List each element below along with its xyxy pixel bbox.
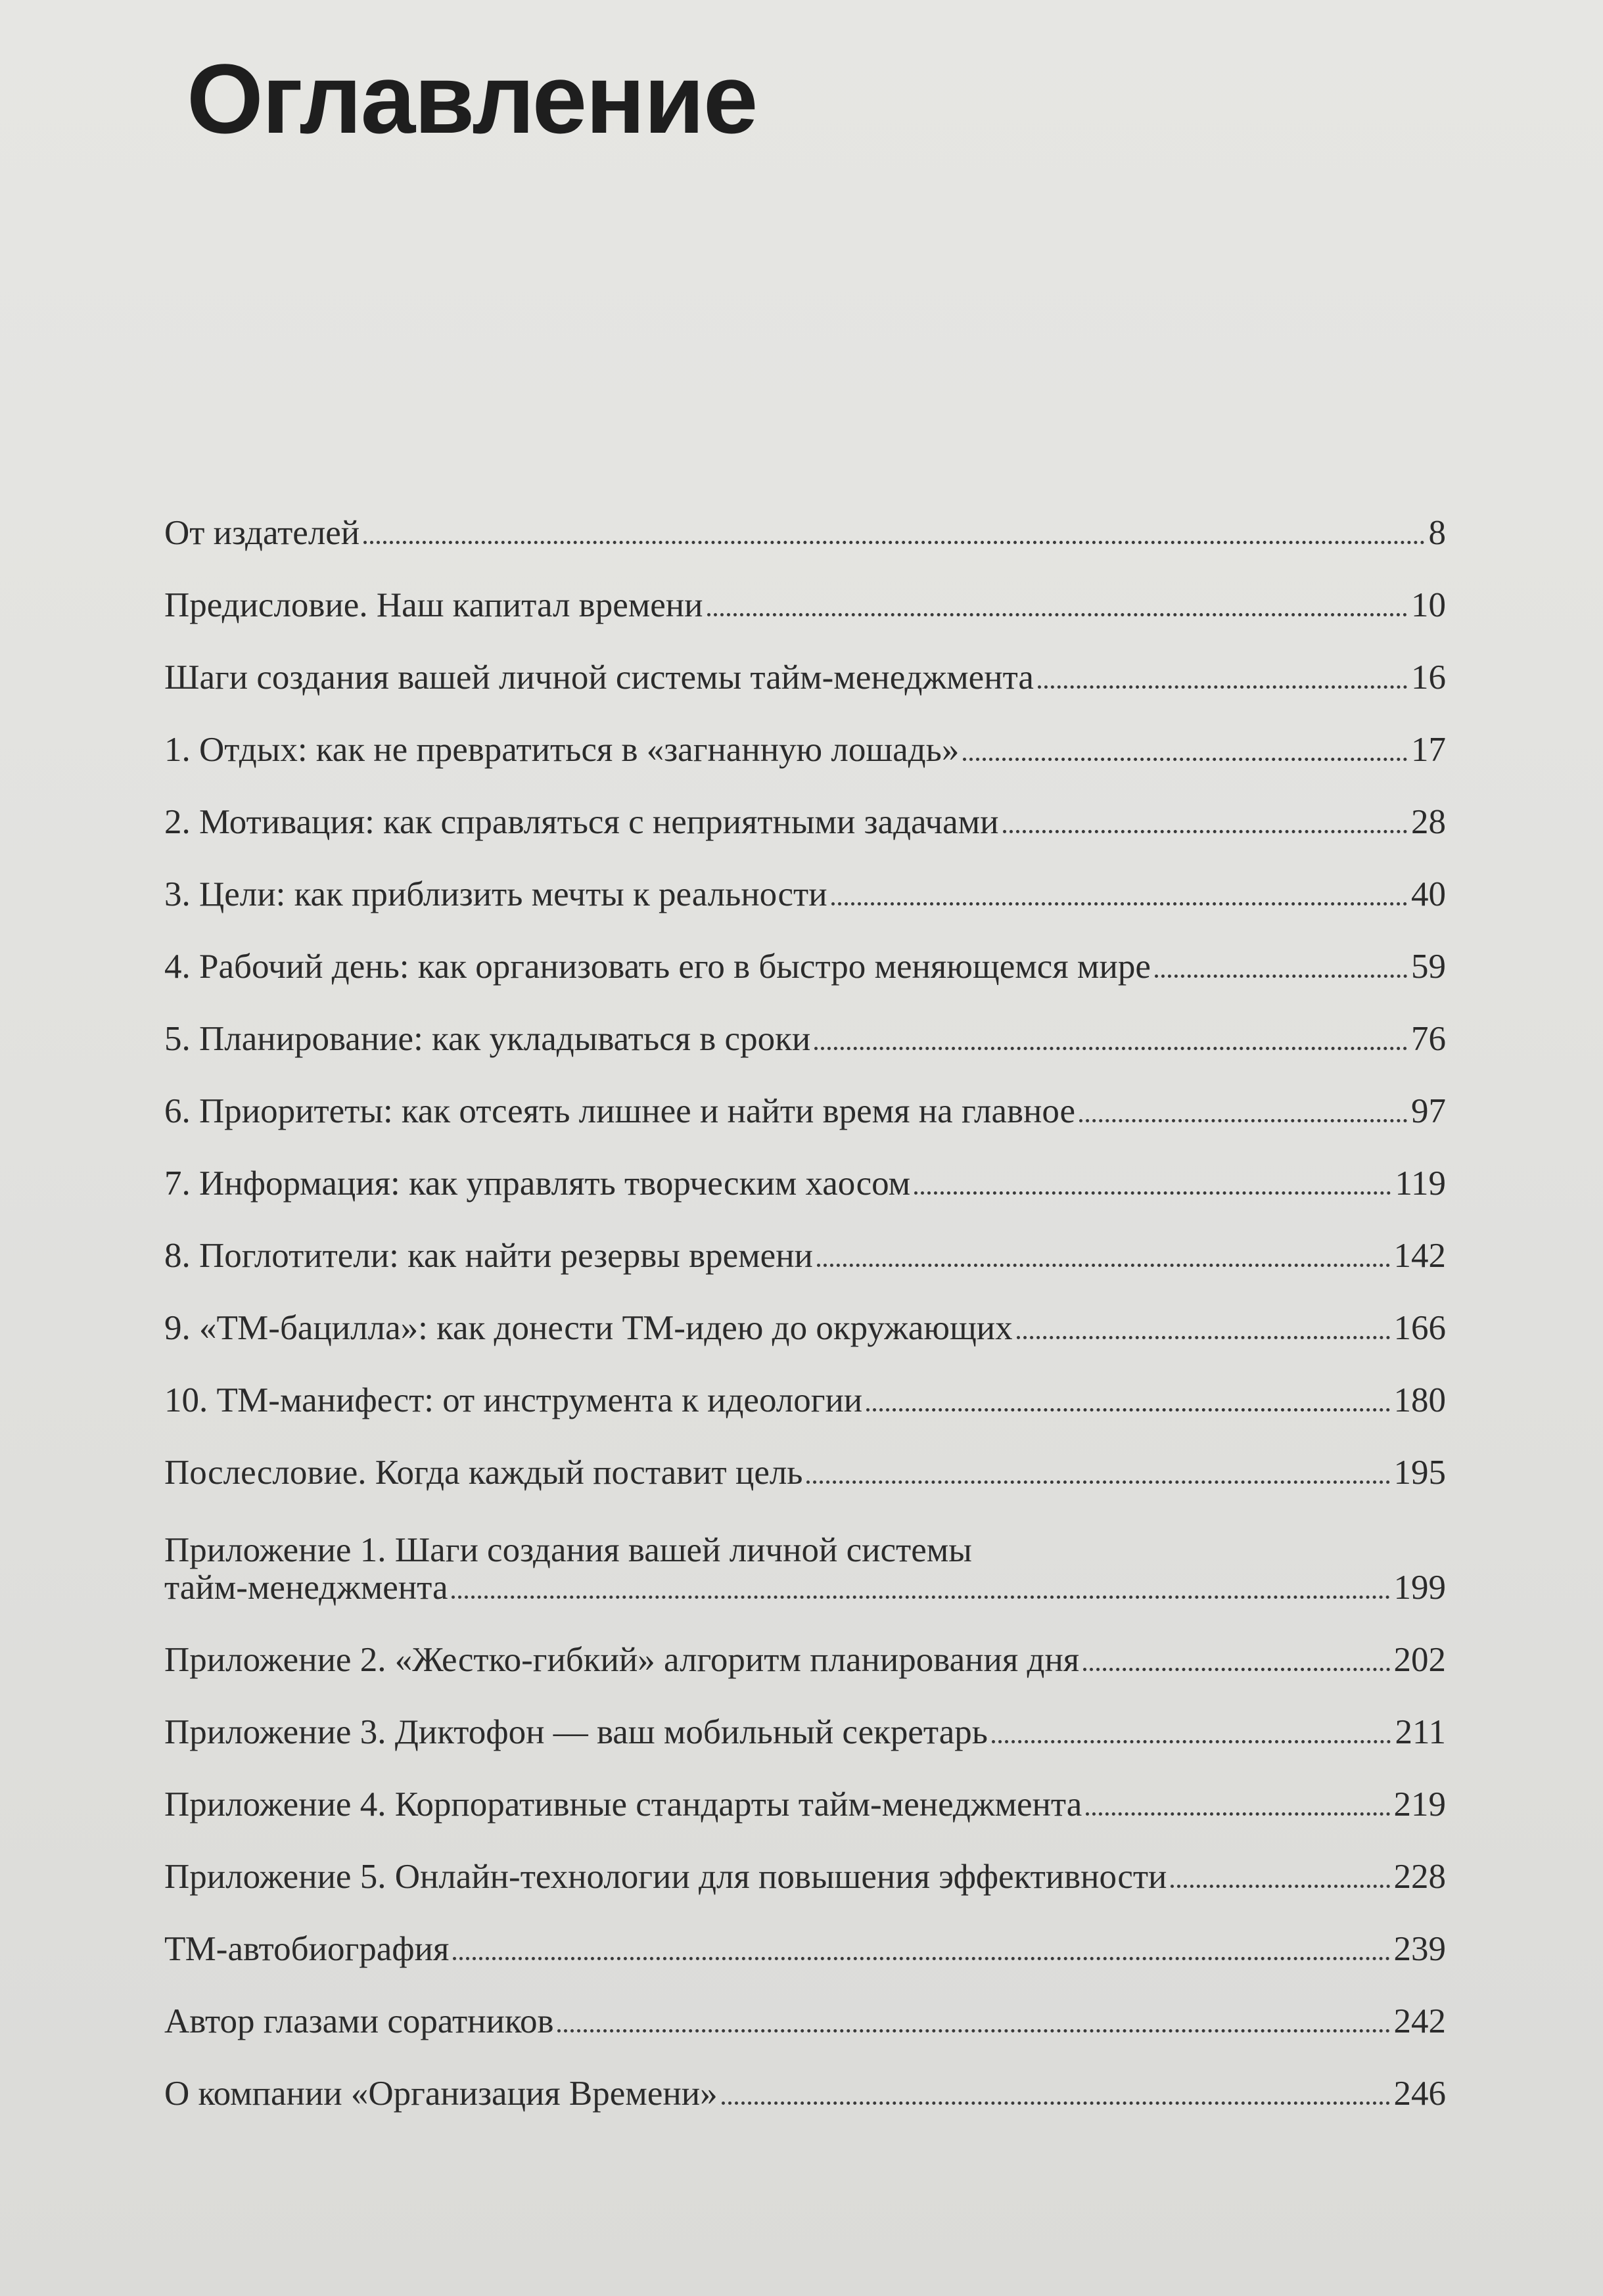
dot-leader bbox=[1171, 1885, 1389, 1888]
dot-leader bbox=[722, 2101, 1390, 2105]
toc-entry-title: Приложение 3. Диктофон — ваш мобильный секретарь bbox=[164, 1712, 988, 1751]
toc-entry bbox=[164, 1426, 1446, 1498]
toc-entry-title-line2: тайм-менеджмента bbox=[164, 1568, 448, 1607]
dot-leader bbox=[866, 1408, 1389, 1412]
toc-entry bbox=[164, 992, 1446, 1065]
page-title: Оглавление bbox=[187, 43, 757, 154]
toc-entry-page: 59 bbox=[1411, 947, 1446, 986]
toc-entry-title: 6. Приоритеты: как отсеять лишнее и найти время на главное bbox=[164, 1091, 1076, 1130]
toc-entry-title: 10. ТМ-манифест: от инструмента к идеологии bbox=[164, 1381, 863, 1419]
dot-leader bbox=[707, 613, 1407, 616]
toc-entry bbox=[164, 703, 1446, 775]
dot-leader bbox=[963, 758, 1407, 761]
dot-leader bbox=[831, 902, 1407, 906]
toc-entry bbox=[164, 1498, 1446, 1613]
toc-entry-title: 5. Планирование: как укладываться в сроки bbox=[164, 1019, 811, 1058]
toc-entry bbox=[164, 1137, 1446, 1209]
toc-entry-page: 17 bbox=[1411, 730, 1446, 769]
toc-entry-page: 202 bbox=[1393, 1640, 1446, 1679]
toc-entry bbox=[164, 1354, 1446, 1426]
toc-entry-page: 8 bbox=[1428, 513, 1446, 552]
dot-leader bbox=[806, 1481, 1389, 1484]
toc-entry bbox=[164, 1613, 1446, 1686]
toc-entry bbox=[164, 1065, 1446, 1137]
toc-entry-title: 7. Информация: как управлять творческим хаосом bbox=[164, 1164, 911, 1203]
dot-leader bbox=[914, 1191, 1391, 1195]
toc-entry-page: 166 bbox=[1393, 1308, 1446, 1347]
dot-leader bbox=[1038, 685, 1407, 689]
dot-leader bbox=[1155, 975, 1407, 978]
toc-entry-title: Послесловие. Когда каждый поставит цель bbox=[164, 1453, 803, 1492]
dot-leader bbox=[1086, 1812, 1389, 1816]
toc-entry-page: 40 bbox=[1411, 875, 1446, 913]
dot-leader bbox=[1017, 1336, 1390, 1339]
dot-leader bbox=[1079, 1119, 1407, 1122]
toc-entry-page: 211 bbox=[1395, 1712, 1446, 1751]
toc-entry-page: 228 bbox=[1393, 1857, 1446, 1896]
toc-entry bbox=[164, 920, 1446, 992]
dot-leader bbox=[557, 2029, 1389, 2032]
dot-leader bbox=[1083, 1668, 1389, 1671]
toc-entry bbox=[164, 1758, 1446, 1830]
toc-entry-page: 195 bbox=[1393, 1453, 1446, 1492]
toc-entry-title: 1. Отдых: как не превратиться в «загнанную лошадь» bbox=[164, 730, 960, 769]
toc-entry-page: 239 bbox=[1393, 1929, 1446, 1968]
toc-entry-title: Приложение 5. Онлайн-технологии для повышения эффективности bbox=[164, 1857, 1167, 1896]
toc-entry bbox=[164, 775, 1446, 848]
dot-leader bbox=[1003, 830, 1407, 833]
toc-entry-page: 246 bbox=[1393, 2074, 1446, 2113]
toc-entry bbox=[164, 1830, 1446, 1902]
toc-entry bbox=[164, 631, 1446, 703]
dot-leader bbox=[452, 1596, 1389, 1599]
toc-entry bbox=[164, 848, 1446, 920]
toc-entry bbox=[164, 1281, 1446, 1354]
toc-entry-title: 8. Поглотители: как найти резервы времени bbox=[164, 1236, 813, 1275]
table-of-contents bbox=[164, 486, 1446, 2119]
toc-entry-title: Предисловие. Наш капитал времени bbox=[164, 585, 703, 624]
toc-entry-title: 3. Цели: как приблизить мечты к реальности bbox=[164, 875, 827, 913]
toc-entry-title: 4. Рабочий день: как организовать его в быстро меняющемся мире bbox=[164, 947, 1151, 986]
toc-entry-page: 10 bbox=[1411, 585, 1446, 624]
toc-entry-page: 76 bbox=[1411, 1019, 1446, 1058]
toc-entry-title: 2. Мотивация: как справляться с неприятными задачами bbox=[164, 802, 999, 841]
toc-entry-page: 119 bbox=[1395, 1164, 1446, 1203]
toc-entry-page: 16 bbox=[1411, 658, 1446, 697]
toc-entry-title: 9. «ТМ-бацилла»: как донести ТМ-идею до окружающих bbox=[164, 1308, 1013, 1347]
toc-entry-page: 180 bbox=[1393, 1381, 1446, 1419]
toc-entry bbox=[164, 1686, 1446, 1758]
toc-entry bbox=[164, 1975, 1446, 2047]
toc-entry-title: Приложение 4. Корпоративные стандарты тайм-менеджмента bbox=[164, 1785, 1082, 1824]
toc-entry-page: 199 bbox=[1393, 1568, 1446, 1607]
dot-leader bbox=[817, 1264, 1390, 1267]
toc-entry-title: Приложение 2. «Жестко-гибкий» алгоритм планирования дня bbox=[164, 1640, 1080, 1679]
toc-entry-title: От издателей bbox=[164, 513, 360, 552]
toc-entry-page: 97 bbox=[1411, 1091, 1446, 1130]
toc-entry-title: О компании «Организация Времени» bbox=[164, 2074, 718, 2113]
toc-entry-continuation bbox=[164, 1569, 1446, 1607]
toc-entry bbox=[164, 486, 1446, 559]
toc-entry-title: Приложение 1. Шаги создания вашей личной системы bbox=[164, 1530, 972, 1569]
toc-entry-page: 219 bbox=[1393, 1785, 1446, 1824]
toc-entry bbox=[164, 1902, 1446, 1975]
toc-entry-page: 28 bbox=[1411, 802, 1446, 841]
toc-entry bbox=[164, 2047, 1446, 2119]
dot-leader bbox=[814, 1047, 1407, 1050]
dot-leader bbox=[992, 1740, 1391, 1743]
toc-entry-title: ТМ-автобиография bbox=[164, 1929, 450, 1968]
dot-leader bbox=[453, 1957, 1389, 1960]
toc-entry-title: Автор глазами соратников bbox=[164, 2002, 554, 2040]
dot-leader bbox=[363, 541, 1424, 544]
toc-entry bbox=[164, 559, 1446, 631]
toc-entry-page: 242 bbox=[1393, 2002, 1446, 2040]
toc-entry-title: Шаги создания вашей личной системы тайм-менеджмента bbox=[164, 658, 1034, 697]
toc-entry bbox=[164, 1209, 1446, 1281]
toc-entry-page: 142 bbox=[1393, 1236, 1446, 1275]
